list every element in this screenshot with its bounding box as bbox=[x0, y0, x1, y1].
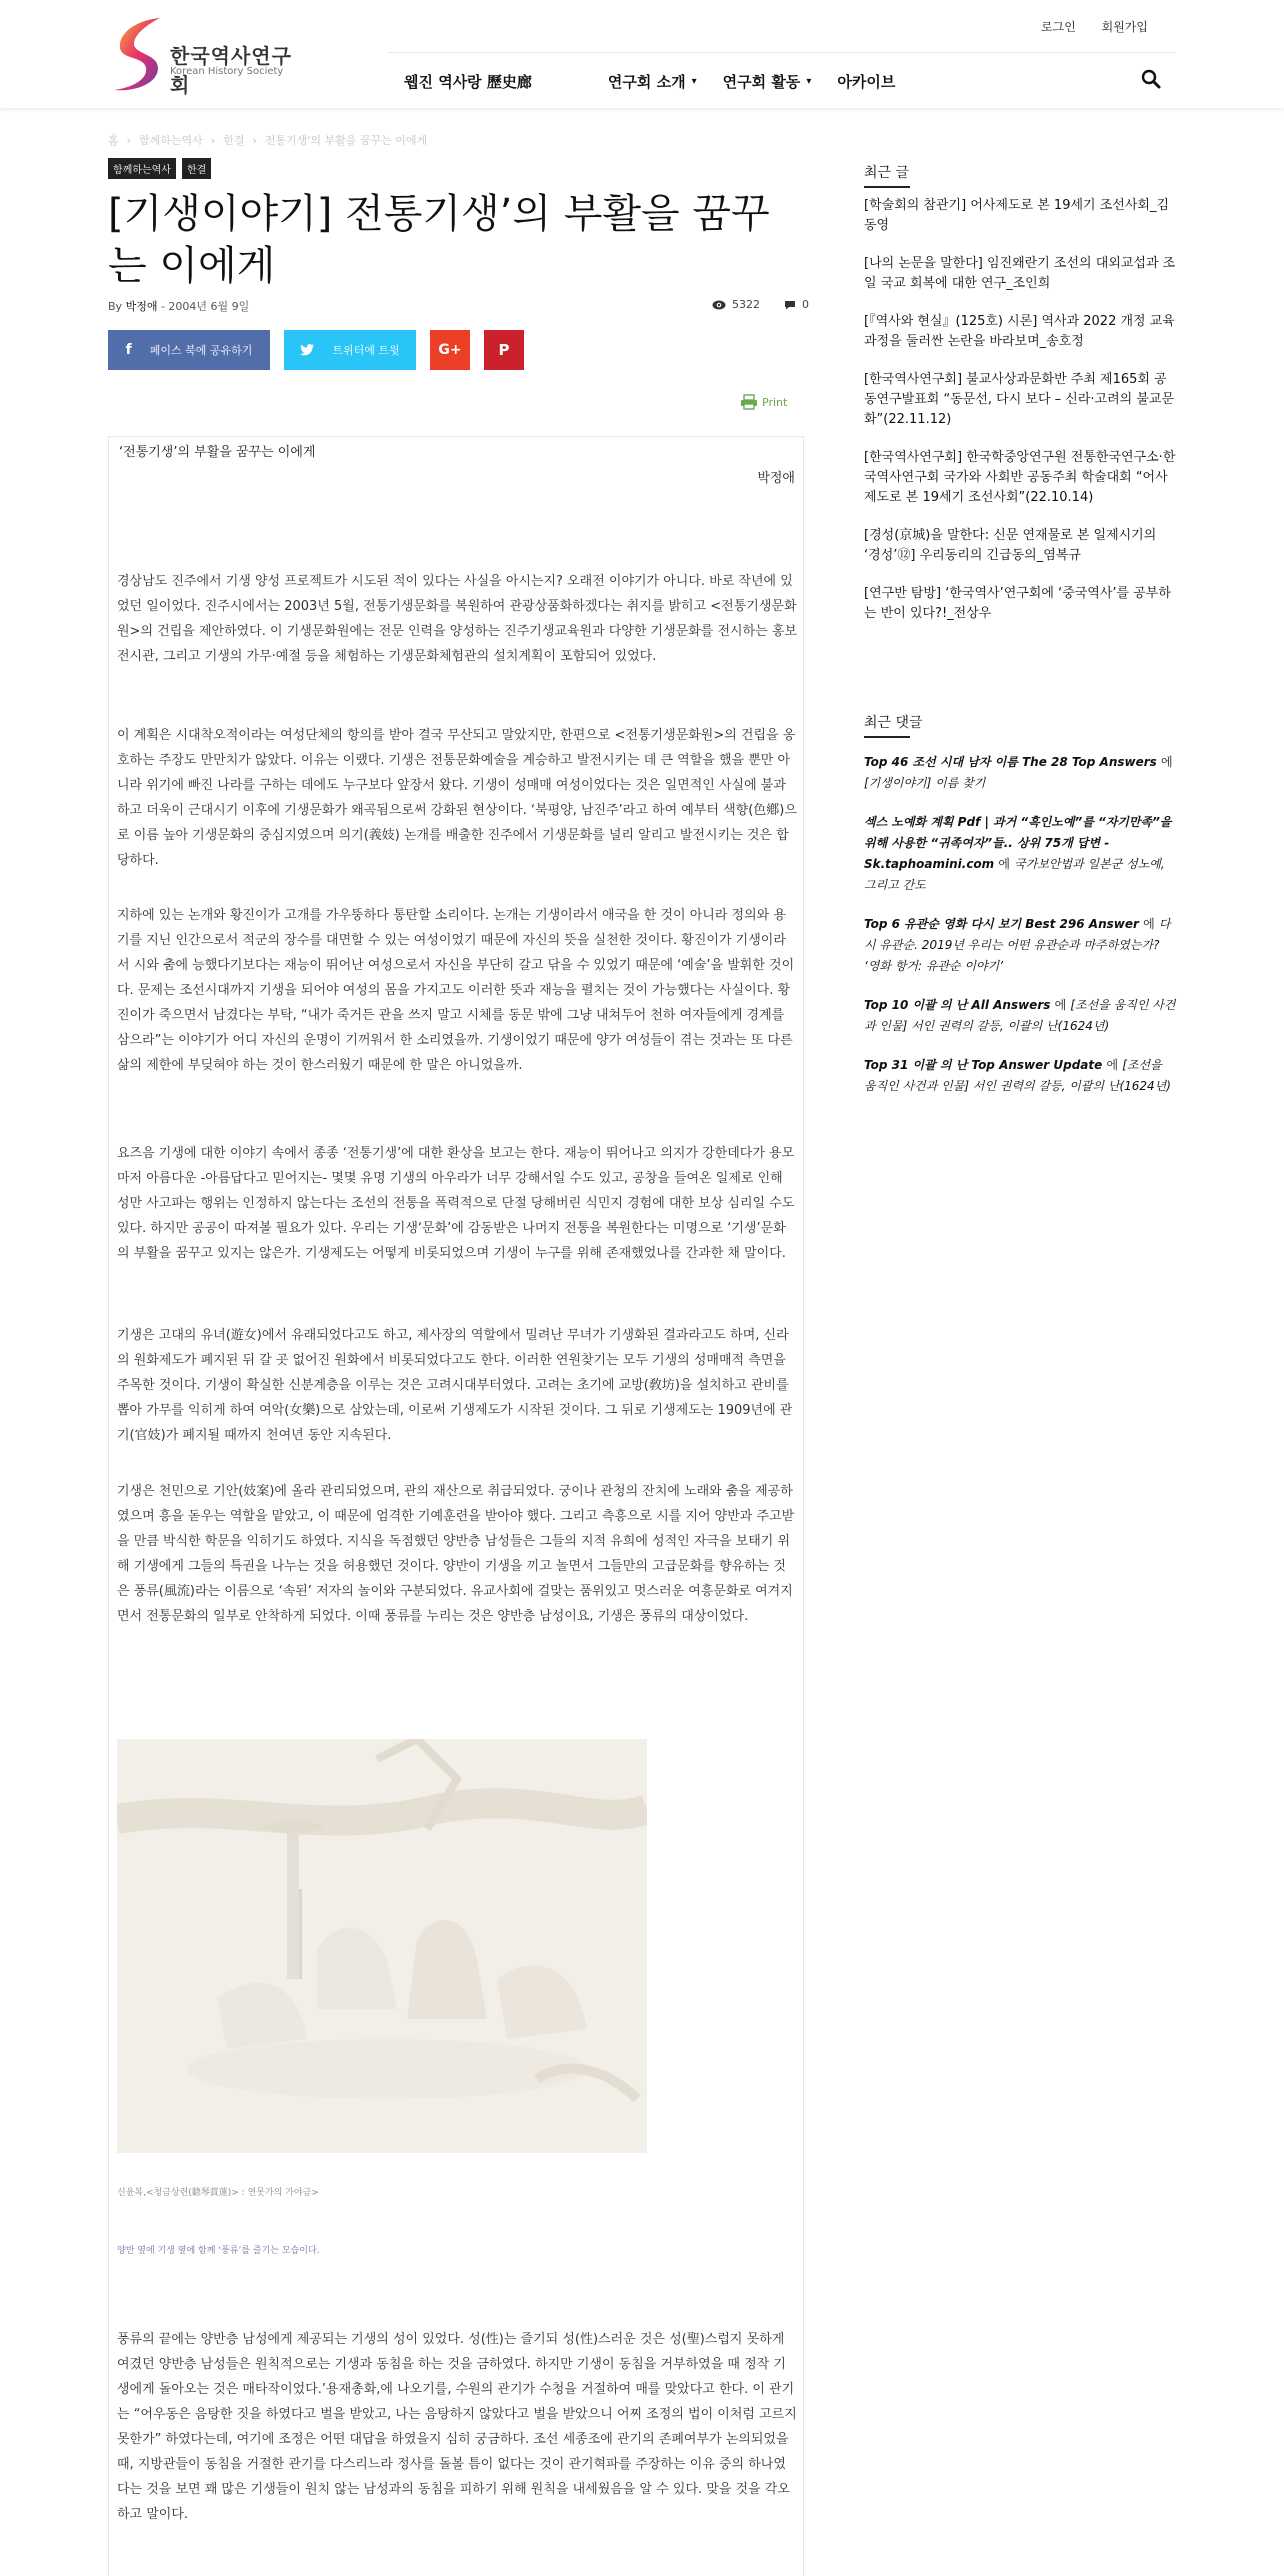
share-facebook-label: 페이스 북에 공유하기 bbox=[149, 344, 253, 357]
heading-underline bbox=[864, 186, 910, 188]
article-stats bbox=[712, 298, 809, 311]
recent-post-link[interactable]: [『역사와 현실』(125호) 시론] 역사과 2022 개정 교육과정을 둘러싼 논란을 바라보며_송호정 bbox=[864, 314, 1175, 349]
comment-author-link[interactable]: Top 10 이괄 의 난 All Answers bbox=[864, 998, 1051, 1012]
paragraph-7: 풍류의 끝에는 양반층 남성에게 제공되는 기생의 성이 있었다. 성(性)는 즐기되 성(性)스러운 것은 성(聖)스럽지 못하게 여겼던 양반층 남성들은 원칙적으로는 기생과 동침을 하는 것을 금하였다. 하지만 기생이 동침을 거부하였을 때 정작 기생에게 돌아오는 것은 매타작이었다.’용재총화,에 나오기를, 수원의 관기가 수청을 거절하여 매를 맞았다고 한다. 이 관기는 “어우동은 음탕한 짓을 하였다고 벌을 받았고, 나는 음탕하지 않았다고 벌을 받았으니 어찌 조정의 법이 이처럼 고르지 못한가” 하였다는데, 여기에 조정은 어떤 대답을 하였을지 심히 궁금하다. 조선 세종조에 관기의 존폐여부가 논의되었을 때, 지방관들이 동침을 거절한 관기를 다스리느라 정사를 돌볼 틈이 없다는 것이 관기혁파를 주장하는 이유 중의 하나였다는 것을 보면 꽤 많은 기생들이 원치 않는 남성과의 동침을 피하기 위해 원칙을 내세웠음을 알 수 있다. 맞을 것을 각오하고 말이다. bbox=[117, 2332, 797, 2522]
comment-post-link[interactable]: [조선을 움직인 사건과 인물] 서인 권력의 갈등, 이괄의 난(1624년) bbox=[864, 998, 1176, 1033]
main-nav bbox=[404, 66, 921, 96]
paragraph-6: 기생은 천민으로 기안(妓案)에 올라 관리되었으며, 관의 재산으로 취급되었다. 궁이나 관청의 잔치에 노래와 춤을 제공하였으며 흥을 돋우는 역할을 맡았고, 이 때문에 엄격한 기예훈련을 받아야 했다. 그리고 측흥으로 시를 지어 양반과 주고받을 만큼 박식한 학문을 익히기도 하였다. 지식을 독점했던 양반층 남성들은 그들의 지적 유희에 성적인 자극을 보태기 위해 기생에게 그들의 특권을 나누는 것을 허용했던 것이다. 양반이 기생을 끼고 놀면서 그들만의 고급문화를 향유하는 것은 풍류(風流)라는 이름으로 ‘속된’ 저자의 놀이와 구분되었다. 유교사회에 걸맞는 품위있고 멋스러운 여흥문화로 여겨지면서 전통문화의 일부로 안착하게 되었다. 이때 풍류를 누리는 것은 양반층 남성이요, 기생은 풍류의 대상이었다. bbox=[117, 1484, 795, 1624]
recent-posts-list bbox=[864, 196, 1176, 642]
breadcrumb bbox=[108, 132, 427, 148]
site-logo[interactable] bbox=[108, 14, 308, 97]
article-meta bbox=[108, 298, 249, 314]
comment-post-link[interactable]: [조선을 움직인 사건과 인물] 서인 권력의 갈등, 이괄의 난(1624년) bbox=[864, 1058, 1171, 1093]
article-title: [기생이야기] 전통기생’의 부활을 꿈꾸는 이에게 bbox=[108, 191, 770, 289]
article-body bbox=[108, 436, 804, 2576]
nav-label: 웹진 역사랑 歷史廊 bbox=[404, 72, 532, 91]
print-button[interactable] bbox=[740, 394, 787, 410]
recent-post-link[interactable]: [한국역사연구회] 불교사상과문화반 주최 제165회 공동연구발표회 “동문선, 다시 보다 – 신라·고려의 불교문화”(22.11.12) bbox=[864, 372, 1175, 427]
breadcrumb-home[interactable]: 홈 bbox=[108, 134, 119, 147]
paragraph-1: 경상남도 진주에서 기생 양성 프로젝트가 시도된 적이 있다는 사실을 아시는지? 오래전 이야기가 아니다. 바로 작년에 있었던 일이었다. 진주시에서는 2003년 5월, 전통기생문화를 복원하여 관광상품화하겠다는 취지를 밝히고 <전통기생문화원>의 건립을 제안하였다. 이 기생문화원에는 전문 인력을 양성하는 진주기생교육원과 다양한 기생문화를 전시하는 홍보전시관, 그리고 기생의 가무·예절 등을 체험하는 기생문화체험관의 설치계획이 포함되어 있었다. bbox=[117, 574, 797, 664]
pinterest-icon: P bbox=[498, 341, 510, 359]
login-link[interactable]: 로그인 bbox=[1041, 20, 1076, 34]
image-caption-description: 양반 옆에 기생 옆에 함께 ‘풍류’를 즐기는 모습이다. bbox=[117, 2246, 320, 2256]
logo-name: 한국역사연구회 bbox=[170, 44, 292, 97]
body-author: 박정애 bbox=[757, 471, 795, 486]
recent-comment bbox=[864, 995, 1176, 1037]
paragraph-4: 요즈음 기생에 대한 이야기 속에서 종종 ‘전통기생’에 대한 환상을 보고는 한다. 재능이 뛰어나고 의지가 강한데다가 용모마저 아름다운 -아름답다고 믿어지는- 몇몇 유명 기생의 아우라가 너무 강해서일 수도 있고, 공창을 들여온 일제로 인해 성만 사고파는 행위는 인정하지 않는다는 조선의 전통을 폭력적으로 단절 당해버린 식민지 경험에 대한 보상 심리일 수도 있다. 하지만 공공이 따져볼 필요가 있다. 우리는 기생‘문화’에 감동받은 나머지 전통을 복원한다는 미명으로 ‘기생’문화의 부활을 꿈꾸고 있지는 않은가. 기생제도는 어떻게 비롯되었으며 기생이 누구를 위해 존재했었나를 간과한 채 말이다. bbox=[117, 1146, 795, 1261]
paragraph-2: 이 계획은 시대착오적이라는 여성단체의 항의를 받아 결국 무산되고 말았지만, 한편으로 <전통기생문화원>의 건립을 옹호하는 주장도 만만치가 않았다. 이유는 이랬다. 기생은 전통문화예술을 계승하고 발전시키는 데 큰 역할을 했을 뿐만 아니라 위기에 빠진 나라를 구하는 데에도 누구보다 앞장서 왔다. 기생이 성매매 여성이었다는 것은 일면적인 사실에 불과하고 더욱이 근대시기 이후에 기생문화가 왜곡됨으로써 강화된 현상이다. ‘북평양, 남진주’라고 하여 예부터 색향(色鄕)으로 이름 높아 기생문화의 중심지였으며 의기(義妓) 논개를 배출한 진주에서 기생문화를 널리 알리고 발전시키는 것은 합당하다. bbox=[117, 728, 797, 868]
nav-label: 연구회 활동 bbox=[722, 72, 801, 91]
nav-item-webzine[interactable] bbox=[404, 66, 532, 96]
tag-history[interactable]: 함께하는역사 bbox=[108, 158, 176, 179]
breadcrumb-category[interactable]: 함께하는역사 bbox=[139, 134, 203, 147]
comment-on-label: 에 bbox=[1054, 998, 1067, 1012]
comment-on-label: 에 bbox=[1106, 1058, 1119, 1072]
googleplus-icon: G+ bbox=[438, 342, 462, 358]
breadcrumb-current: 전통기생'의 부활을 꿈꾸는 이에게 bbox=[264, 134, 428, 147]
recent-post-link[interactable]: [나의 논문을 말한다] 임진왜란기 조선의 대외교섭과 조일 국교 회복에 대한 연구_조인희 bbox=[864, 256, 1176, 291]
print-label: Print bbox=[762, 395, 788, 409]
recent-comment bbox=[864, 914, 1176, 977]
category-tags bbox=[108, 158, 217, 179]
comment-on-label: 에 bbox=[998, 857, 1010, 871]
recent-comments-title: 최근 댓글 bbox=[864, 715, 923, 731]
nav-label: 연구회 소개 bbox=[607, 72, 686, 91]
author-link[interactable]: 박정애 bbox=[125, 300, 158, 313]
comment-on-label: 에 bbox=[1143, 917, 1155, 931]
breadcrumb-separator-icon: › bbox=[252, 134, 257, 147]
recent-comments-heading bbox=[864, 712, 1176, 738]
recent-post-link[interactable]: [경성(京城)을 말한다: 신문 연재물로 본 일제시기의 ‘경성’⑫] 우리동리의 긴급동의_염복규 bbox=[864, 528, 1157, 563]
share-twitter-label: 트위터에 트윗 bbox=[332, 344, 400, 357]
breadcrumb-separator-icon: › bbox=[210, 134, 216, 147]
search-icon[interactable] bbox=[1140, 68, 1162, 90]
printer-icon bbox=[740, 394, 758, 410]
chevron-down-icon: ▾ bbox=[691, 75, 697, 87]
recent-post-link[interactable]: [연구반 탐방] ‘한국역사’연구회에 ‘중국역사’를 공부하는 반이 있다?!_전상우 bbox=[864, 586, 1171, 621]
twitter-icon bbox=[300, 344, 314, 356]
share-googleplus-button[interactable] bbox=[430, 330, 470, 370]
comment-author-link[interactable]: Top 46 조선 시대 남자 이름 The 28 Top Answers bbox=[864, 755, 1157, 769]
recent-comment bbox=[864, 752, 1176, 794]
comment-count[interactable]: 0 bbox=[802, 298, 809, 311]
nav-label: 아카이브 bbox=[837, 72, 896, 91]
comment-author-link[interactable]: 섹스 노예화 계획 Pdf | 과거 “흑인노예”를 “자기만족”을 위해 사용한 “귀족여자”들.. 상위 75개 답변 - Sk.taphoamini.com bbox=[864, 815, 1172, 871]
nav-item-activities[interactable] bbox=[723, 66, 812, 96]
recent-posts-title: 최근 글 bbox=[864, 165, 910, 181]
recent-post-link[interactable]: [학술회의 참관기] 어사제도로 본 19세기 조선사회_김동영 bbox=[864, 198, 1170, 233]
recent-posts-heading bbox=[864, 162, 1176, 188]
logo-mark-icon bbox=[108, 14, 168, 94]
comment-author-link[interactable]: Top 31 이괄 의 난 Top Answer Update bbox=[864, 1058, 1103, 1072]
nav-item-archive[interactable] bbox=[837, 66, 895, 96]
heading-underline bbox=[864, 736, 910, 738]
paragraph-3: 지하에 있는 논개와 황진이가 고개를 가우뚱하다 통탄할 소리이다. 논개는 기생이라서 애국을 한 것이 아니라 정의와 용기를 지닌 인간으로서 적군의 장수를 대면할 수 있는 여성이었기 때문에 자신의 뜻을 실천한 것이다. 황진이가 기생이라서 시와 춤에 능했다기보다는 재능이 뛰어난 여성으로서 자신을 부단히 갈고 닦을 수 있었기 때문에 ‘예술’을 발휘한 것이다. 문제는 조선시대까지 기생을 되어야 여성의 몸을 가지고도 이러한 뜻과 재능을 펼치는 것이 가능했다는 사실이다. 황진이가 죽으면서 남겼다는 부탁, “내가 죽거든 관을 쓰지 말고 시체를 동문 밖에 그냥 내쳐두어 천하 여자들에게 경계를 삼으라”는 이야기가 어디 자신의 운명이 기꺼워서 한 소리였을까. 기생이었기 때문에 양가 여성들이 겪는 것과는 또 다른 삶의 제한에 부딪혀야 하는 것이 한스러웠기 때문에 한 말은 아니었을까. bbox=[117, 908, 795, 1073]
recent-comment bbox=[864, 812, 1176, 896]
comment-post-link[interactable]: 다시 유관순. 2019년 우리는 어떤 유관순과 마주하였는가? ‘영화 항거: 유관순 이야기’ bbox=[864, 917, 1171, 973]
site-header bbox=[0, 0, 1284, 108]
share-pinterest-button[interactable] bbox=[484, 330, 524, 370]
breadcrumb-separator-icon: › bbox=[126, 134, 132, 147]
comment-post-link[interactable]: [기생이야기] 이름 찾기 bbox=[864, 776, 986, 790]
comment-on-label: 에 bbox=[1161, 755, 1173, 769]
meta-separator: - bbox=[160, 300, 169, 313]
signup-link[interactable]: 회원가입 bbox=[1101, 20, 1148, 34]
body-heading: ‘전통기생’의 부활을 꿈꾸는 이에게 bbox=[119, 445, 316, 460]
image-caption-title: 신윤복,<청금상련(聽琴賞蓮)> : 연못가의 가야금> bbox=[117, 2188, 319, 2198]
nav-item-about[interactable] bbox=[608, 66, 697, 96]
recent-post-link[interactable]: [한국역사연구회] 한국학중앙연구원 전통한국연구소·한국역사연구회 국가와 사회반 공동주최 학술대회 “어사제도로 본 19세기 조선사회”(22.10.14) bbox=[864, 450, 1176, 505]
comment-author-link[interactable]: Top 6 유관순 영화 다시 보기 Best 296 Answer bbox=[864, 917, 1139, 931]
top-links bbox=[1019, 18, 1148, 35]
recent-comments-list bbox=[864, 752, 1176, 1115]
chevron-down-icon: ▾ bbox=[806, 75, 812, 87]
comment-post-link[interactable]: 국가보안법과 일본군 성노예, 그리고 간도 bbox=[864, 857, 1165, 892]
eye-icon bbox=[712, 300, 726, 310]
tag-hangyeol[interactable]: 한결 bbox=[182, 158, 211, 179]
recent-comment bbox=[864, 1055, 1176, 1097]
painting-image bbox=[117, 1739, 647, 2153]
header-divider bbox=[388, 52, 1176, 53]
logo-subtitle: Korean History Society bbox=[170, 66, 284, 77]
post-date: 2004년 6월 9일 bbox=[168, 300, 250, 313]
comment-icon bbox=[784, 300, 796, 310]
share-facebook-button[interactable] bbox=[108, 330, 270, 370]
facebook-icon: f bbox=[125, 342, 132, 358]
by-label: By bbox=[108, 300, 123, 313]
breadcrumb-subcategory[interactable]: 한결 bbox=[223, 134, 245, 147]
view-count: 5322 bbox=[732, 298, 760, 311]
share-twitter-button[interactable] bbox=[284, 330, 416, 370]
painting-illustration bbox=[117, 1739, 647, 2153]
paragraph-5: 기생은 고대의 유녀(遊女)에서 유래되었다고도 하고, 제사장의 역할에서 밀려난 무녀가 기생화된 결과라고도 하며, 신라의 원화제도가 폐지된 뒤 갈 곳 없어진 원화에서 비롯되었다고도 한다. 이러한 연원찾기는 모두 기생의 성매매적 측면을 주목한 것이다. 기생이 확실한 신분계층을 이루는 것은 고려시대부터였다. 고려는 초기에 교방(敎坊)을 설치하고 관비를 뽑아 가무를 익히게 하여 여악(女樂)으로 삼았는데, 이로써 기생제도가 시작된 것이다. 그 뒤로 기생제도는 1909년에 관기(官妓)가 폐지될 때까지 천여년 동안 지속된다. bbox=[117, 1328, 793, 1443]
